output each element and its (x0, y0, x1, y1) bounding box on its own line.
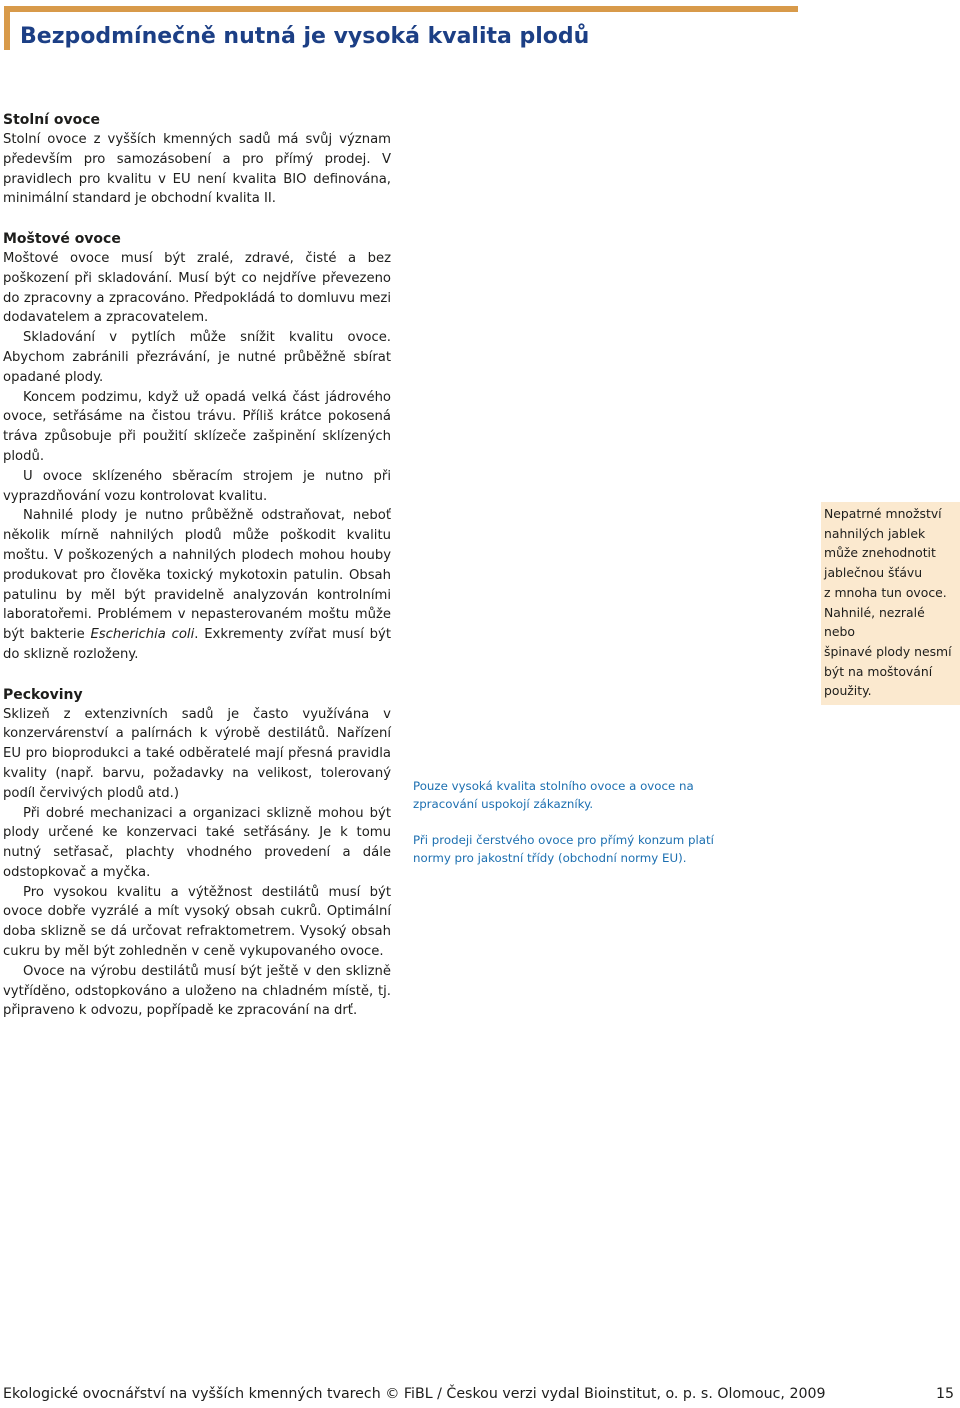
sidenote-box (821, 502, 960, 705)
caption: Při prodeji čerstvého ovoce pro přímý konzum platí normy pro jakostní třídy (obchodní normy EU). (413, 833, 714, 865)
section-heading: Stolní ovoce (3, 112, 100, 128)
paragraph: Moštové ovoce musí být zralé, zdravé, čisté a bez poškození při skladování. Musí být co nejdříve převezeno do zpracovny a zpracováno. Předpokládá to domluvu mezi dodavatelem a zpracovatelem. (3, 250, 391, 326)
paragraph: Koncem podzimu, když už opadá velká část jádrového ovoce, setřásáme na čistou trávu. Příliš krátce pokosená tráva způsobuje při použití sklízeče zašpinění sklízených plodů. (3, 389, 391, 464)
caption: Pouze vysoká kvalita stolního ovoce a ovoce na zpracování uspokojí zákazníky. (413, 779, 694, 811)
paragraph: Pro vysokou kvalitu a výtěžnost destilátů musí být ovoce dobře vyzrálé a mít vysoký obsah cukrů. Optimální doba sklizně se dá určovat refraktometrem. Vysoký obsah cukru by měl být zohledněn v ceně vykupovaného ovoce. (3, 884, 391, 960)
paragraph: Při dobré mechanizaci a organizaci sklizně mohou být plody určené ke konzervaci také setřásány. Je k tomu nutný setřasač, plachty vhodného provedení a dále odstopkovač a myčka. (3, 805, 391, 880)
header-rule (4, 6, 798, 12)
page-number: 15 (935, 1386, 954, 1402)
paragraph-text: . Exkrementy zvířat musí být do sklizně rozloženy. (3, 627, 392, 662)
species-name: Escherichia coli (90, 627, 195, 643)
photo-captions (413, 777, 733, 867)
paragraph: Skladování v pytlích může snížit kvalitu ovoce. Abychom zabránili přezrávání, je nutné průběžně sbírat opadané plody. (3, 330, 391, 385)
sidenote-line: nahnilých jablek (824, 525, 926, 541)
sidenote-line: být na moštování (824, 663, 933, 679)
paragraph-text: Nahnilé plody je nutno průběžně odstraňovat, neboť několik mírně nahnilých plodů může poškodit kvalitu moštu. V poškozených a nahnilých plodech mohou houby produkovat pro člověka toxický mykotoxin patulin. Obsah patulinu by měl být pravidelně analyzován kontrolními laboratořemi. Problémem v nepasterovaném moštu může být bakterie (3, 508, 391, 643)
main-column (3, 110, 391, 1021)
sidenote-line: jablečnou šťávu (824, 565, 923, 581)
paragraph: Ovoce na výrobu destilátů musí být ještě v den sklizně vytříděno, odstopkováno a uloženo na chladném místě, tj. připraveno k odvozu, popřípadě ke zpracování na drť. (3, 963, 391, 1019)
section-stolni (3, 110, 391, 209)
section-heading: Peckoviny (3, 686, 83, 703)
paragraph: Sklizeň z extenzivních sadů je často využívána v konzervárenství a palírnách k výrobě destilátů. Nařízení EU pro bioprodukci a také odběratelé mají přesná pravidla kvality (např. barvu, požadavky na velikost, tolerovaný podíl červivých plodů atd.) (3, 706, 391, 801)
sidenote-line: Nahnilé, nezralé nebo (824, 604, 925, 640)
footer-credit: Ekologické ovocnářství na vyšších kmenných tvarech © FiBL / Českou verzi vydal Bioinstitut, o. p. s. Olomouc, 2009 (3, 1386, 826, 1402)
paragraph: U ovoce sklízeného sběracím strojem je nutno při vyprazdňování vozu kontrolovat kvalitu. (3, 468, 391, 504)
section-heading: Moštové ovoce (3, 230, 121, 247)
paragraph: Stolní ovoce z vyšších kmenných sadů má svůj význam především pro samozásobení a pro přímý prodej. V pravidlech pro kvalitu v EU není kvalita BIO definována, minimální standard je obchodní kvalita II. (3, 132, 391, 207)
sidenote-line: Nepatrné množství (824, 506, 942, 521)
paragraph (3, 506, 391, 664)
sidenote-line: použity. (824, 683, 872, 699)
sidenote-line: špinavé plody nesmí (824, 643, 952, 659)
sidenote-line: z mnoha tun ovoce. (824, 584, 947, 600)
page-title: Bezpodmínečně nutná je vysoká kvalita plodů (20, 24, 590, 49)
header-side-bar (4, 6, 10, 50)
sidenote-line: může znehodnotit (824, 545, 936, 561)
section-peckoviny (3, 685, 391, 1022)
section-mostove (3, 229, 391, 665)
